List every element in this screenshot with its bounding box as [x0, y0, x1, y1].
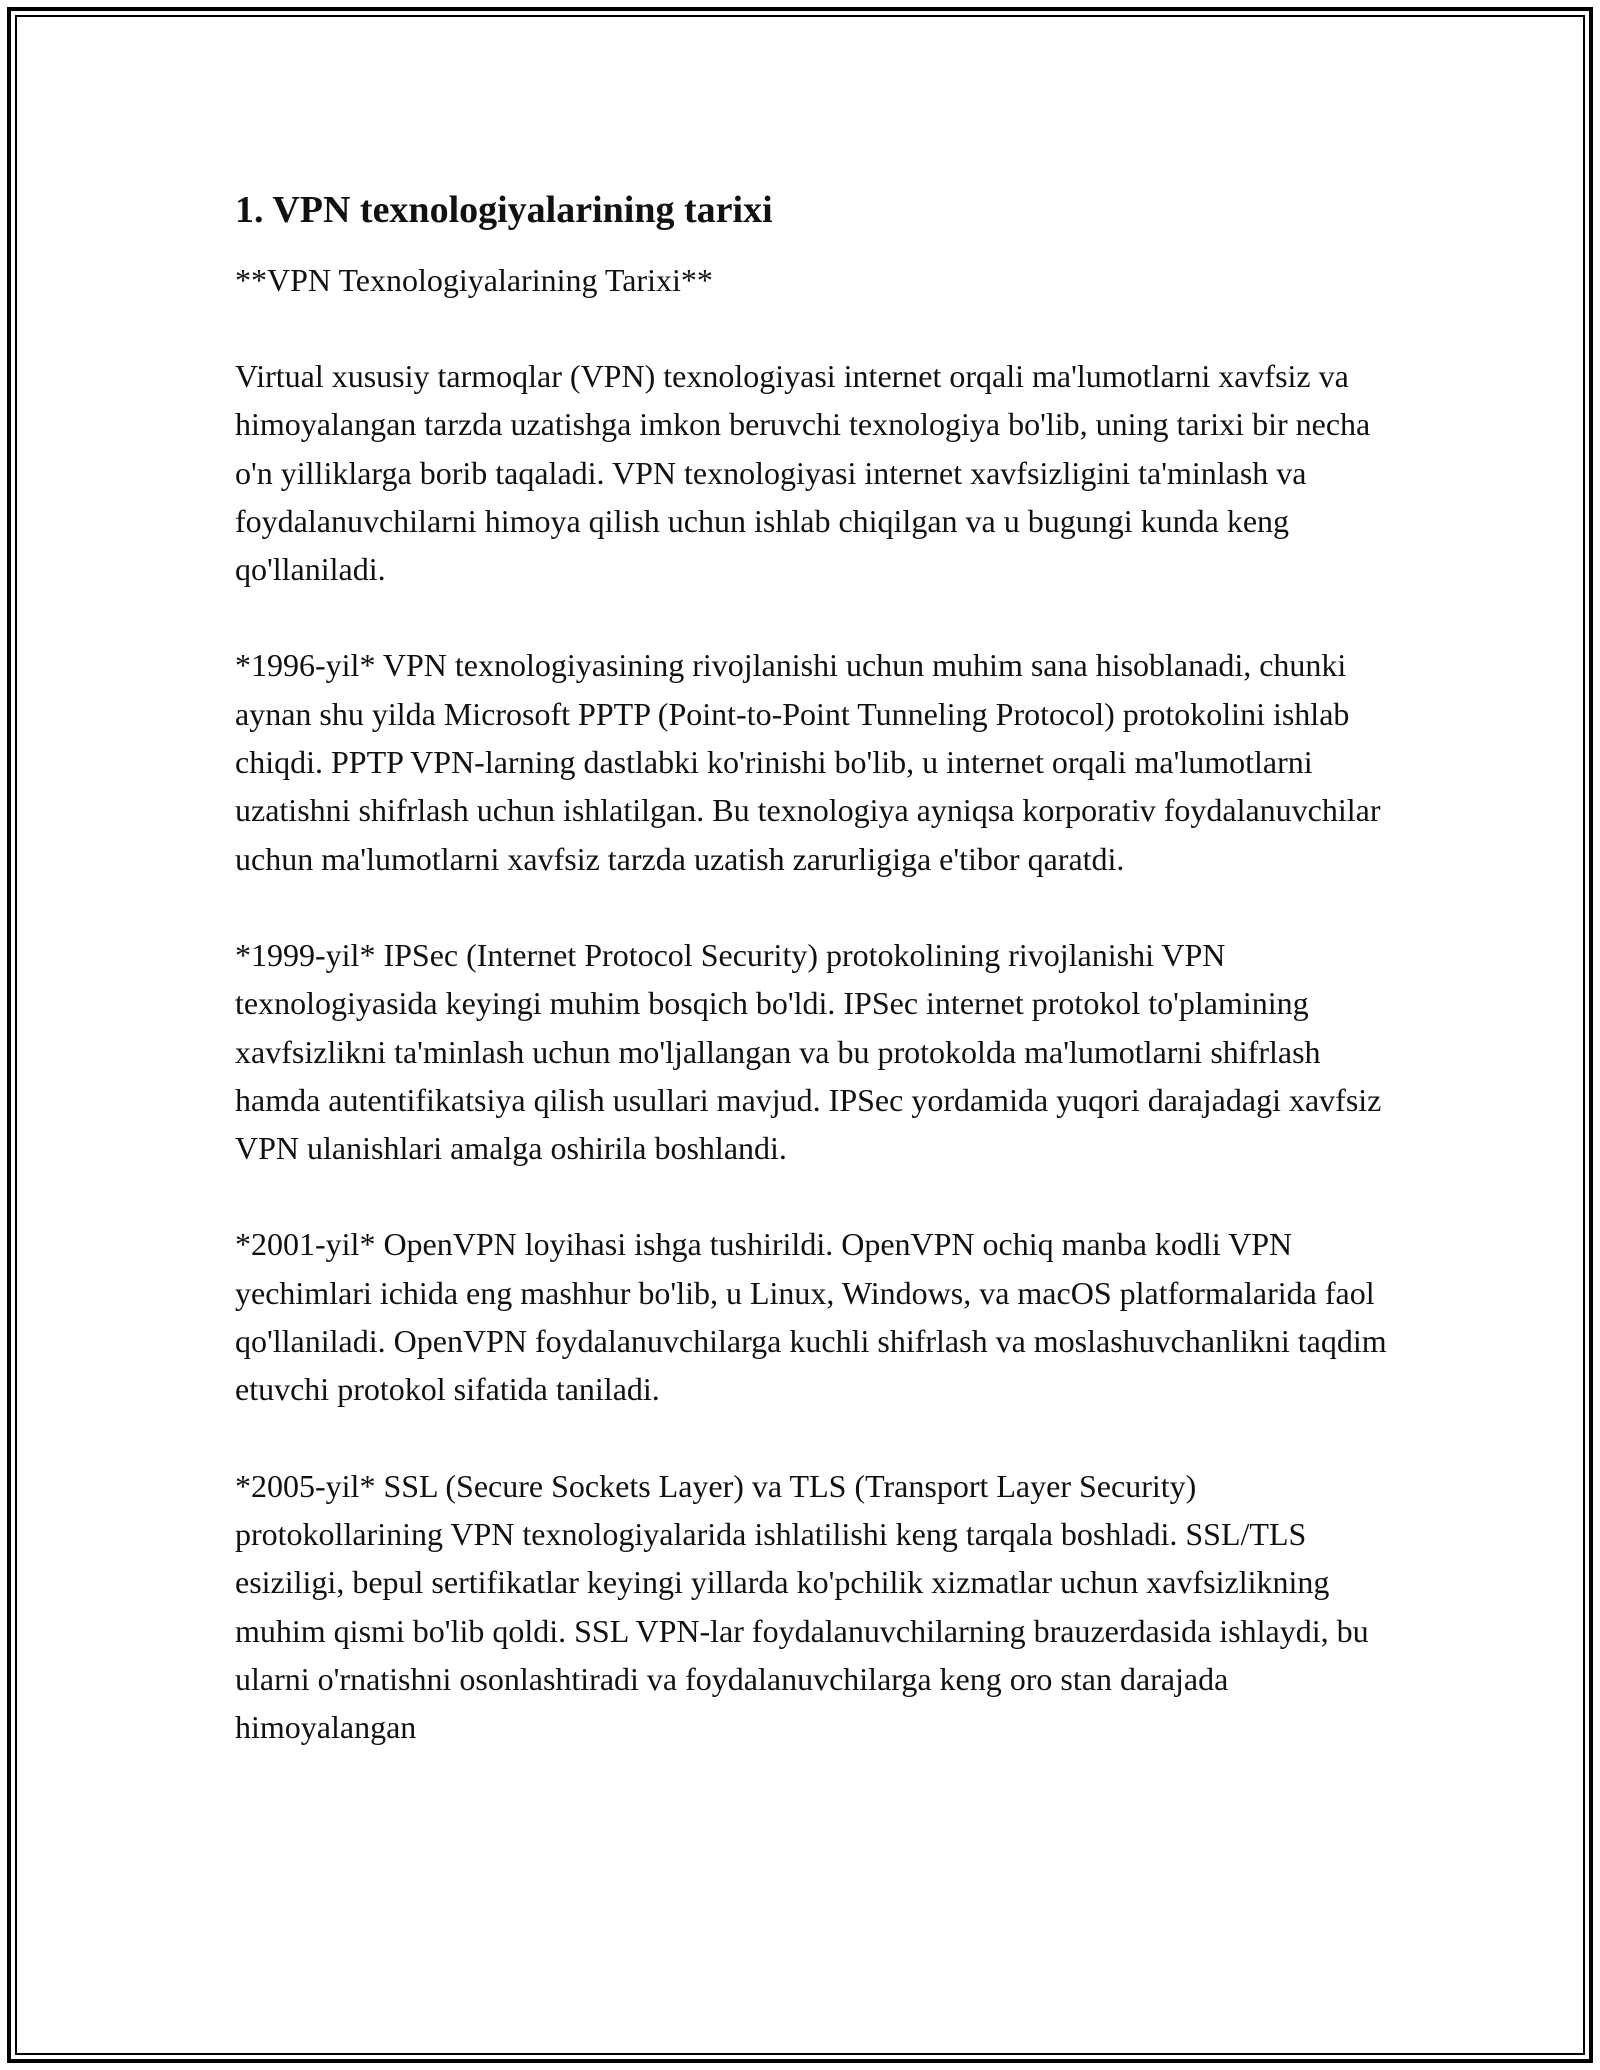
paragraph-1996: *1996-yil* VPN texnologiyasining rivojlanishi uchun muhim sana hisoblanadi, chunki aynan shu yilda Microsoft PPTP (Point-to-Point Tunneling Protocol) protokolini ishlab chiqdi. PPTP VPN-larning dastlabki ko'rinishi bo'lib, u internet orqali ma'lumotlarni uzatishni shifrlash uchun ishlatilgan. Bu texnologiya ayniqsa korporativ foydalanuvchilar uchun ma'lumotlarni xavfsiz tarzda uzatish zarurligiga e'tibor qaratdi.	[235, 647, 1381, 877]
section-heading: 1. VPN texnologiyalarining tarixi	[235, 189, 773, 231]
paragraph-1999: *1999-yil* IPSec (Internet Protocol Security) protokolining rivojlanishi VPN texnologiyasida keyingi muhim bosqich bo'ldi. IPSec internet protokol to'plamining xavfsizlikni ta'minlash uchun mo'ljallangan va bu protokolda ma'lumotlarni shifrlash hamda autentifikatsiya qilish usullari mavjud. IPSec yordamida yuqori darajadagi xavfsiz VPN ulanishlari amalga oshirila boshlandi.	[235, 936, 1382, 1167]
document-body	[235, 186, 1395, 1799]
paragraph-2001: *2001-yil* OpenVPN loyihasi ishga tushirildi. OpenVPN ochiq manba kodli VPN yechimlari ichida eng mashhur bo'lib, u Linux, Windows, va macOS platformalarida faol qo'llaniladi. OpenVPN foydalanuvchilarga kuchli shifrlash va moslashuvchanlikni taqdim etuvchi protokol sifatida taniladi.	[235, 1226, 1387, 1408]
paragraph-2005: *2005-yil* SSL (Secure Sockets Layer) va TLS (Transport Layer Security) protokollarining VPN texnologiyalarida ishlatilishi keng tarqala boshladi. SSL/TLS esiziligi, bepul sertifikatlar keyingi yillarda ko'pchilik xizmatlar uchun xavfsizlikning muhim qismi bo'lib qoldi. SSL VPN-lar foydalanuvchilarning brauzerdasida ishlaydi, bu ularni o'rnatishni osonlashtiradi va foydalanuvchilarga keng oro stan darajada himoyalangan	[235, 1467, 1369, 1746]
paragraph-intro: Virtual xususiy tarmoqlar (VPN) texnologiyasi internet orqali ma'lumotlarni xavfsiz va himoyalangan tarzda uzatishga imkon beruvchi texnologiya bo'lib, uning tarixi bir necha o'n yilliklarga borib taqaladi. VPN texnologiyasi internet xavfsizligini ta'minlash va foydalanuvchilarni himoya qilish uchun ishlab chiqilgan va u bugungi kunda keng qo'llaniladi.	[235, 358, 1371, 588]
section-subtitle: **VPN Texnologiyalarining Tarixi**	[235, 262, 713, 298]
